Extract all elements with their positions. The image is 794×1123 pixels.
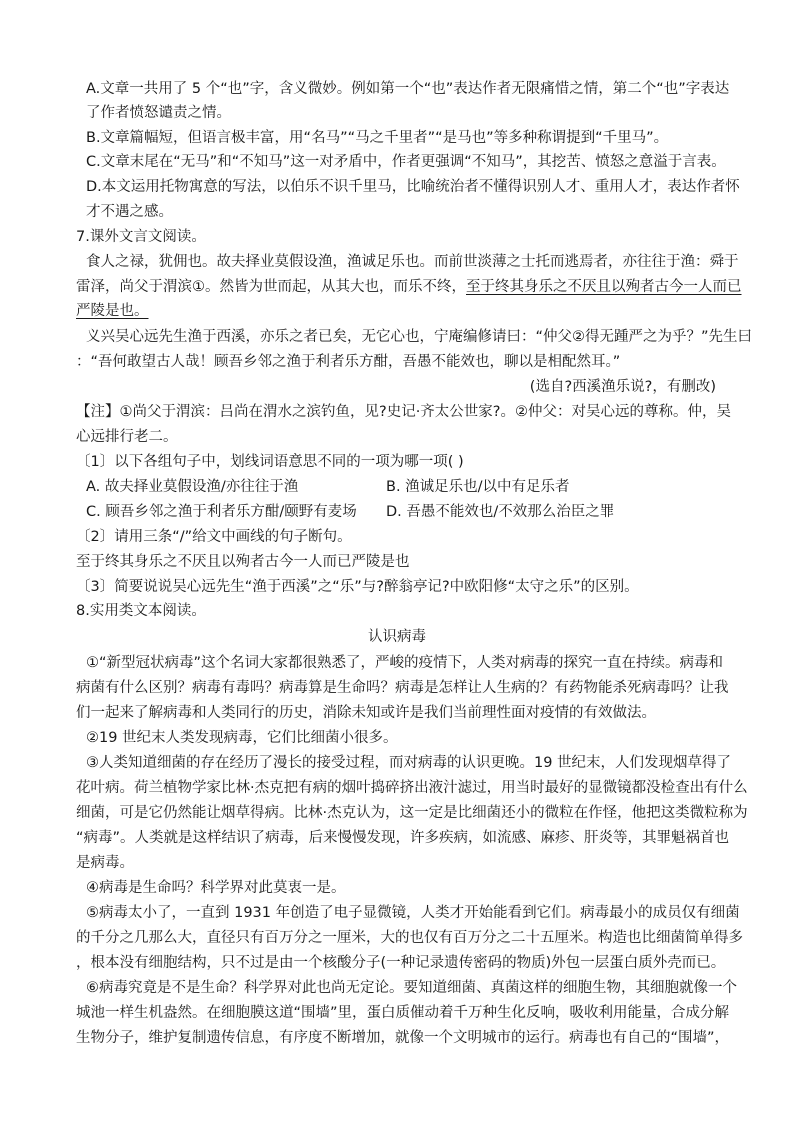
- article-paragraph-5-line-1: ⑤病毒太小了，一直到 1931 年创造了电子显微镜，人类才开始能看到它们。病毒最小的成员仅有细菌: [86, 905, 740, 921]
- article-paragraph-5-line-3: ，根本没有细胞结构，只不过是由一个核酸分子(一种记录遗传密码的物质)外包一层蛋白质外壳而已。: [76, 955, 726, 971]
- article-paragraph-3-line-5: 是病毒。: [76, 855, 134, 871]
- choice-row-1: [86, 478, 794, 496]
- sub-question-3: 〔3〕简要说说吴心远先生“渔于西溪”之“乐”与?醉翁亭记?中欧阳修“太守之乐”的区别。: [76, 579, 639, 595]
- article-paragraph-3-line-2: 花叶病。荷兰植物学家比林·杰克把有病的烟叶捣碎挤出液汁滤过，用当时最好的显微镜都没检查出有什么: [76, 780, 748, 796]
- article-paragraph-6-line-1: ⑥病毒究竟是不是生命？科学界对此也尚无定论。要知道细菌、真菌这样的细胞生物，其细胞就像一个: [86, 980, 737, 996]
- sub-question-2: 〔2〕请用三条“/”给文中画线的句子断句。: [76, 529, 352, 545]
- underlined-sentence: 至于终其身乐之不厌且以殉者古今一人而已: [466, 279, 742, 295]
- article-paragraph-6-line-3: 生物分子，维护复制遗传信息，有序度不断增加，就像一个文明城市的运行。病毒也有自己的“围墙”，: [76, 1030, 730, 1046]
- passage-paragraph-1-line-1: 食人之禄，犹佣也。故夫择业莫假设渔，渔诚足乐也。而前世淡薄之士托而逃焉者，亦往往于渔：舜于: [86, 254, 739, 270]
- sub-question-1: 〔1〕以下各组句子中，划线词语意思不同的一项为哪一项( ): [76, 454, 464, 470]
- passage-text: 雷泽，尚父于渭滨①。然皆为世而起，从其大也，而乐不终，: [76, 279, 466, 295]
- annotation-line-1: 【注】①尚父于渭滨：吕尚在渭水之滨钓鱼，见?史记·齐太公世家?。②仲父：对吴心远的尊称。仲，吴: [76, 404, 731, 420]
- passage-paragraph-2-line-1: 义兴吴心远先生渔于西溪，亦乐之者已矣，无它心也，宁庵编修请曰：“仲父②得无踵严之为乎？”先生曰: [86, 329, 753, 345]
- option-c: C.文章末尾在“无马”和“不知马”这一对矛盾中，作者更强调“不知马”，其挖苦、愤怒之意溢于言表。: [86, 154, 726, 170]
- article-paragraph-3-line-4: “病毒”。人类就是这样结识了病毒，后来慢慢发现，许多疾病，如流感、麻疹、肝炎等，其罪魁祸首也: [76, 830, 730, 846]
- passage-paragraph-1-line-2: [76, 278, 794, 296]
- article-paragraph-1-line-3: 们一起来了解病毒和人类同行的历史，消除未知或许是我们当前理性面对疫情的有效做法。: [76, 705, 656, 721]
- option-a-line-1: A.文章一共用了 5 个“也”字，含义微妙。例如第一个“也”表达作者无限痛惜之情，第二个“也”字表达: [86, 81, 730, 97]
- question-7-heading: 7.课外文言文阅读。: [76, 229, 206, 245]
- question-8-heading: 8.实用类文本阅读。: [76, 603, 206, 619]
- article-paragraph-3-line-1: ③人类知道细菌的存在经历了漫长的接受过程，而对病毒的认识更晚。19 世纪末，人们发现烟草得了: [86, 755, 732, 771]
- underlined-sentence-end: 严陵是也。: [76, 303, 149, 319]
- article-title: 认识病毒: [368, 629, 426, 645]
- article-paragraph-3-line-3: 细菌，可是它仍然能让烟草得病。比林·杰克认为，这一定是比细菌还小的微粒在作怪，他把这类微粒称为: [76, 805, 748, 821]
- choice-d: D. 吾愚不能效也/不效那么治臣之罪: [386, 504, 615, 520]
- option-d-line-2: 才不遇之感。: [86, 204, 173, 220]
- option-d-line-1: D.本文运用托物寓意的写法，以伯乐不识千里马，比喻统治者不懂得识别人才、重用人才，表达作者怀: [86, 179, 740, 195]
- option-a-line-2: 了作者愤怒谴责之情。: [86, 105, 231, 121]
- article-paragraph-1-line-1: ①“新型冠状病毒”这个名词大家都很熟悉了，严峻的疫情下，人类对病毒的探究一直在持续。病毒和: [86, 655, 724, 671]
- article-paragraph-6-line-2: 城池一样生机盎然。在细胞膜这道“围墙”里，蛋白质催动着千万种生化反响，吸收利用能量，合成分解: [76, 1005, 730, 1021]
- passage-paragraph-1-line-3: [76, 302, 794, 320]
- article-paragraph-4: ④病毒是生命吗？科学界对此莫衷一是。: [86, 880, 346, 896]
- choice-b: B. 渔诚足乐也/以中有足乐者: [386, 479, 570, 495]
- article-paragraph-2: ②19 世纪末人类发现病毒，它们比细菌小很多。: [86, 730, 398, 746]
- annotation-line-2: 心远排行老二。: [76, 429, 178, 445]
- sub-question-2-sentence: 至于终其身乐之不厌且以殉者古今一人而已严陵是也: [76, 554, 410, 570]
- passage-source: (选自?西溪渔乐说?，有删改): [529, 379, 716, 395]
- choice-row-2: [86, 503, 794, 521]
- article-paragraph-1-line-2: 病菌有什么区别？病毒有毒吗？病毒算是生命吗？病毒是怎样让人生病的？有药物能杀死病毒吗？让我: [76, 680, 729, 696]
- passage-paragraph-2-line-2: ：“吾何敢望古人哉！顾吾乡邻之渔于利者乐方酣，吾愚不能效也，聊以是相配然耳。”: [76, 354, 621, 370]
- option-b: B.文章篇幅短，但语言极丰富，用“名马”“马之千里者”“是马也”等多种称谓提到“千里马”。: [86, 130, 669, 146]
- article-paragraph-5-line-2: 的千分之几那么大，直径只有百万分之一厘米，大的也仅有百万分之二十五厘米。构造也比细菌简单得多: [76, 930, 743, 946]
- choice-a: A. 故夫择业莫假设渔/亦往往于渔: [86, 479, 299, 495]
- choice-c: C. 顾吾乡邻之渔于利者乐方酣/颐野有麦场: [86, 504, 357, 520]
